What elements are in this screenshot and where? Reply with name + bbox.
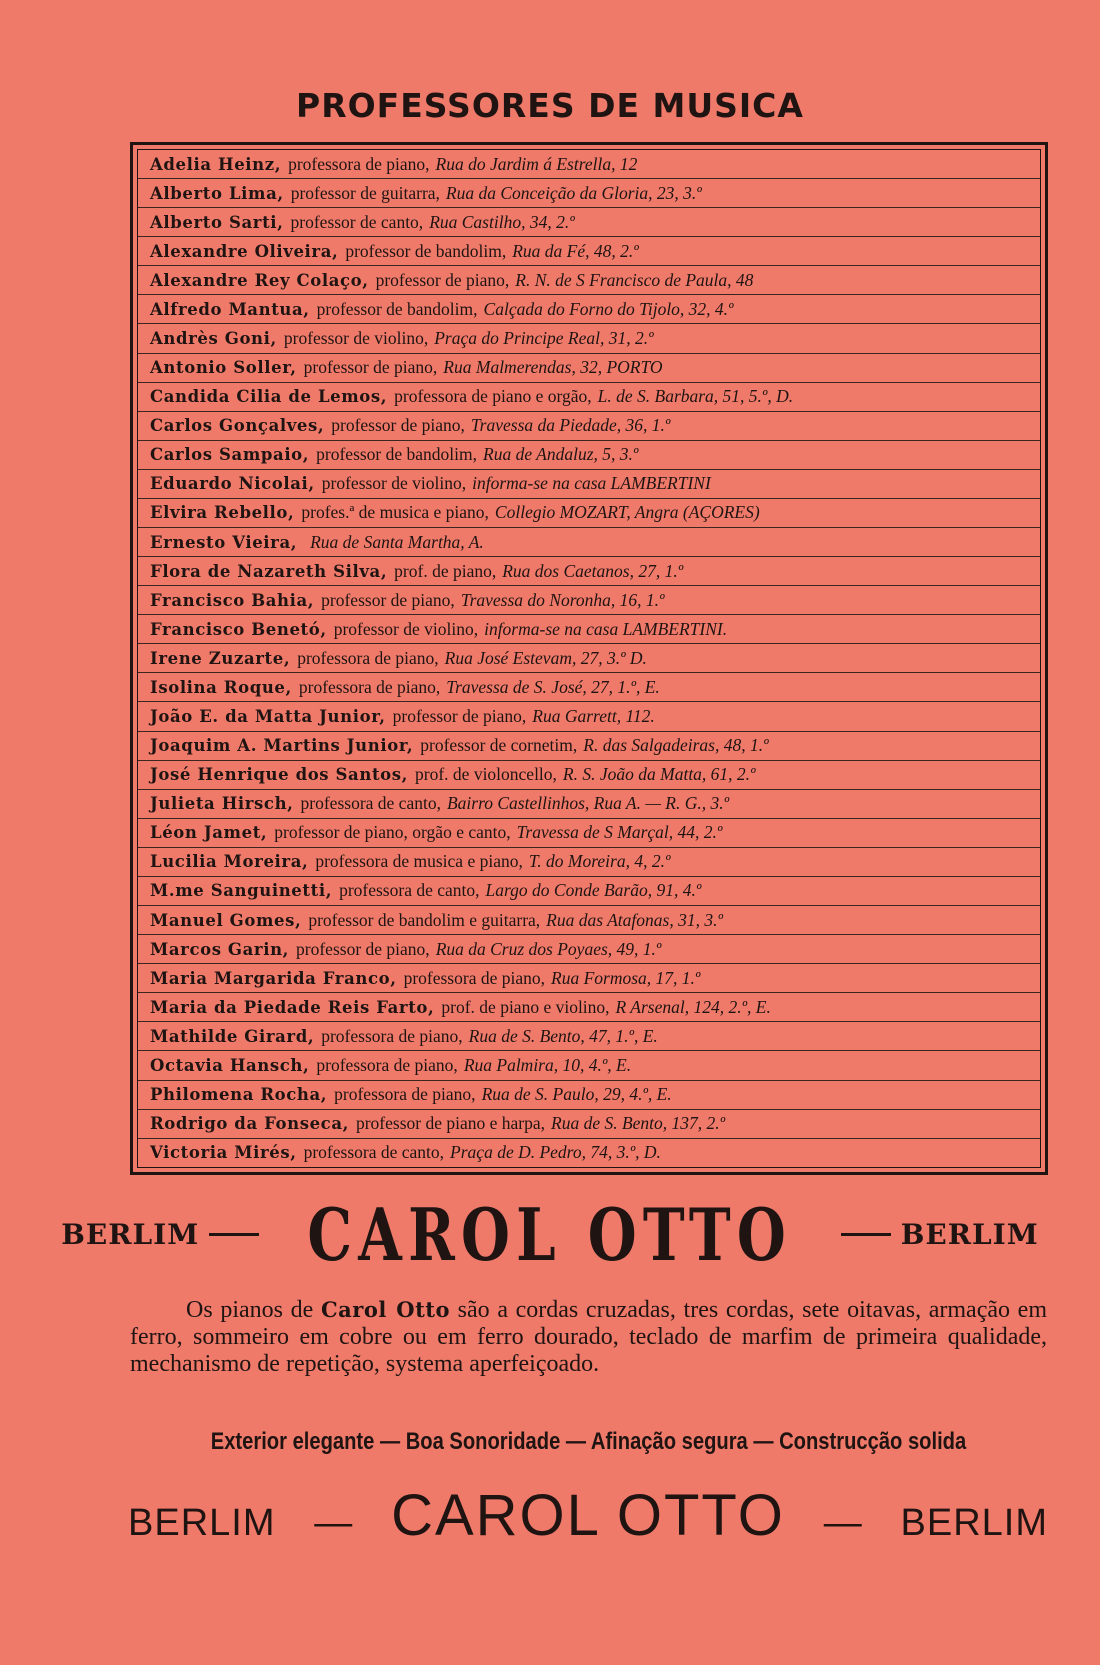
teacher-address: Praça do Principe Real, 31, 2.º: [434, 328, 654, 348]
ad-description: [130, 1296, 1047, 1378]
brand-name: CAROL OTTO: [307, 1192, 793, 1277]
teacher-role: professor de piano,: [303, 357, 438, 378]
teacher-address: Rua de S. Paulo, 29, 4.º, E.: [481, 1084, 672, 1105]
teacher-name: M.me Sanguinetti,: [150, 881, 333, 901]
footer-brand: [128, 1482, 1048, 1549]
list-item: [138, 179, 1040, 208]
list-item: [138, 208, 1040, 237]
teacher-name: Mathilde Girard,: [150, 1026, 315, 1046]
teacher-role: professor de violino,: [283, 328, 429, 348]
teacher-role: professora de canto,: [339, 880, 480, 901]
teacher-address: Bairro Castellinhos, Rua A. — R. G., 3.º: [446, 793, 730, 814]
teacher-name: Julieta Hirsch,: [150, 794, 294, 814]
teacher-role: professor de piano,: [331, 415, 465, 436]
teacher-name: Francisco Bahia,: [150, 590, 315, 610]
teacher-name: Alberto Lima,: [150, 183, 284, 203]
teacher-name: Alberto Sarti,: [150, 212, 284, 232]
list-item: [138, 644, 1040, 673]
teacher-address: R. N. de S Francisco de Paula, 48: [515, 269, 754, 290]
teacher-address: Travessa de S. José, 27, 1.º, E.: [446, 676, 660, 697]
list-item: [138, 1139, 1040, 1167]
list-item: [138, 935, 1040, 964]
list-item: [138, 528, 1040, 557]
teacher-address: Rua de Andaluz, 5, 3.º: [483, 444, 639, 465]
teacher-role: professor de piano,: [392, 706, 527, 727]
teacher-role: profes.ª de musica e piano,: [301, 502, 489, 523]
list-item: [138, 790, 1040, 819]
teacher-name: Flora de Nazareth Silva,: [150, 561, 388, 581]
teacher-name: Elvira Rebello,: [150, 503, 295, 523]
teacher-address: Travessa do Noronha, 16, 1.º: [460, 589, 665, 610]
teacher-name: Antonio Soller,: [150, 358, 297, 378]
teacher-name: Octavia Hansch,: [150, 1055, 310, 1075]
teacher-role: professora de canto,: [303, 1142, 445, 1163]
teacher-address: Rua Castilho, 34, 2.º: [429, 211, 575, 232]
teacher-address: Rua Formosa, 17, 1.º: [551, 967, 701, 988]
dash-divider: [841, 1233, 891, 1236]
teacher-role: professora de piano,: [321, 1025, 463, 1046]
teacher-role: professor de bandolim e guitarra,: [308, 909, 541, 930]
list-item: [138, 993, 1040, 1022]
footer-dash: —: [314, 1502, 353, 1544]
teacher-address: informa-se na casa LAMBERTINI.: [484, 618, 728, 639]
teacher-name: Maria Margarida Franco,: [150, 968, 397, 988]
footer-city-left: BERLIM: [128, 1502, 276, 1544]
list-item: [138, 266, 1040, 295]
teacher-name: José Henrique dos Santos,: [150, 765, 409, 785]
teacher-role: professor de bandolim,: [316, 444, 478, 465]
teacher-role: professor de piano,: [321, 589, 455, 610]
teacher-name: Andrès Goni,: [150, 329, 277, 348]
teacher-role: professor de piano, orgão e canto,: [274, 822, 511, 843]
teacher-role: professor de bandolim,: [345, 240, 507, 261]
teacher-directory: [130, 142, 1048, 1175]
teacher-role: professor de violino,: [321, 473, 467, 494]
ad-slogan: Exterior elegante — Boa Sonoridade — Afinação segura — Construcção solida: [210, 1428, 967, 1455]
teacher-name: Léon Jamet,: [150, 823, 268, 843]
list-item: [138, 150, 1040, 179]
brand-city-left: BERLIM: [61, 1218, 200, 1251]
teacher-name: Lucilia Moreira,: [150, 852, 309, 872]
teacher-role: professora de piano,: [334, 1084, 476, 1105]
teacher-name: Alexandre Rey Colaço,: [150, 270, 369, 290]
teacher-address: Rua do Jardim á Estrella, 12: [435, 153, 638, 174]
list-item: [138, 324, 1040, 353]
teacher-role: professora de piano,: [298, 676, 441, 697]
teacher-role: professor de piano,: [375, 269, 510, 290]
teacher-role: professor de canto,: [290, 211, 424, 232]
teacher-address: Rua de S. Bento, 137, 2.º: [551, 1113, 726, 1134]
footer-dash: —: [823, 1502, 862, 1544]
teacher-name: Maria da Piedade Reis Farto,: [150, 997, 435, 1017]
teacher-role: professor de bandolim,: [316, 298, 478, 319]
teacher-address: R Arsenal, 124, 2.º, E.: [615, 996, 771, 1017]
teacher-role: professora de canto,: [300, 793, 441, 814]
list-item: [138, 557, 1040, 586]
teacher-address: Rua da Cruz dos Poyaes, 49, 1.º: [435, 938, 662, 959]
list-item: [138, 354, 1040, 383]
teacher-address: Rua dos Caetanos, 27, 1.º: [502, 560, 684, 581]
teacher-role: prof. de piano e violino,: [441, 996, 610, 1017]
teacher-address: Rua da Fé, 48, 2.º: [512, 240, 639, 261]
teacher-name: Philomena Rocha,: [150, 1085, 328, 1105]
teacher-role: professora de piano,: [288, 153, 430, 174]
teacher-address: Praça de D. Pedro, 74, 3.º, D.: [450, 1142, 661, 1163]
footer-city-right: BERLIM: [900, 1502, 1048, 1544]
teacher-role: professor de piano,: [296, 938, 430, 959]
teacher-name: Irene Zuzarte,: [150, 648, 291, 668]
teacher-name: Eduardo Nicolai,: [150, 474, 315, 494]
teacher-address: Rua José Estevam, 27, 3.º D.: [444, 647, 647, 668]
teacher-address: Rua da Conceição da Gloria, 23, 3.º: [445, 182, 702, 203]
teacher-address: Rua Garrett, 112.: [532, 706, 655, 727]
footer-brand-name: CAROL OTTO: [391, 1483, 785, 1548]
teacher-role: prof. de violoncello,: [415, 764, 557, 785]
list-item: [138, 1022, 1040, 1051]
teacher-address: Rua de Santa Martha, A.: [310, 531, 484, 552]
list-item: [138, 441, 1040, 470]
list-item: [138, 1051, 1040, 1080]
brand-header: [0, 1192, 1100, 1277]
list-item: [138, 237, 1040, 266]
list-item: [138, 412, 1040, 441]
teacher-address: Calçada do Forno do Tijolo, 32, 4.º: [483, 298, 734, 319]
teacher-role: professor de violino,: [333, 618, 479, 639]
teacher-address: Collegio MOZART, Angra (AÇORES): [494, 502, 760, 523]
teacher-name: Marcos Garin,: [150, 939, 290, 959]
list-item: [138, 877, 1040, 906]
teacher-address: Rua de S. Bento, 47, 1.º, E.: [468, 1025, 658, 1046]
teacher-address: L. de S. Barbara, 51, 5.º, D.: [597, 386, 794, 407]
list-item: [138, 586, 1040, 615]
teacher-address: Rua Palmira, 10, 4.º, E.: [463, 1054, 632, 1075]
teacher-name: Candida Cilia de Lemos,: [150, 387, 388, 407]
teacher-role: professor de cornetim,: [420, 735, 578, 756]
teacher-address: Largo do Conde Barão, 91, 4.º: [485, 880, 702, 901]
teacher-role: professora de piano,: [403, 967, 545, 988]
teacher-address: Travessa de S Marçal, 44, 2.º: [516, 822, 723, 843]
teacher-role: prof. de piano,: [394, 560, 497, 581]
teacher-name: Carlos Gonçalves,: [150, 416, 325, 436]
list-item: [138, 295, 1040, 324]
list-item: [138, 1110, 1040, 1139]
list-item: [138, 964, 1040, 993]
teacher-name: Ernesto Vieira,: [150, 532, 298, 552]
ad-text-start: Os pianos de: [186, 1297, 321, 1323]
teacher-address: T. do Moreira, 4, 2.º: [528, 851, 671, 872]
list-item: [138, 819, 1040, 848]
teacher-address: R. S. João da Matta, 61, 2.º: [562, 764, 756, 785]
teacher-address: informa-se na casa LAMBERTINI: [472, 473, 711, 494]
ad-brand-inline: Carol Otto: [320, 1297, 451, 1322]
teacher-name: Alfredo Mantua,: [150, 299, 310, 319]
teacher-name: Alexandre Oliveira,: [150, 241, 339, 261]
teacher-address: R. das Salgadeiras, 48, 1.º: [583, 735, 769, 756]
teacher-name: João E. da Matta Junior,: [150, 707, 386, 727]
ad-text-rest: são a cordas cruzadas, tres cordas, sete oitavas, armação em ferro, sommeiro em cobre ou em ferro dourado, teclado de marfim de primeira qualidade, mechanismo de repetição, systema aperfeiçoado.: [130, 1297, 1047, 1377]
teacher-address: Travessa da Piedade, 36, 1.º: [470, 415, 671, 436]
list-item: [138, 1081, 1040, 1110]
teacher-name: Isolina Roque,: [150, 677, 292, 697]
list-item: [138, 732, 1040, 761]
list-item: [138, 383, 1040, 412]
brand-city-right: BERLIM: [900, 1218, 1039, 1251]
list-item: [138, 761, 1040, 790]
list-item: [138, 673, 1040, 702]
teacher-name: Victoria Mirés,: [150, 1143, 297, 1163]
teacher-name: Joaquim A. Martins Junior,: [150, 736, 414, 756]
list-item: [138, 470, 1040, 499]
dash-divider: [209, 1233, 259, 1236]
teacher-role: professora de piano,: [297, 647, 439, 668]
teacher-address: Rua das Atafonas, 31, 3.º: [546, 909, 723, 930]
teacher-name: Adelia Heinz,: [150, 154, 282, 174]
list-item: [138, 848, 1040, 877]
list-item: [138, 615, 1040, 644]
list-item: [138, 499, 1040, 528]
teacher-role: professor de piano e harpa,: [355, 1113, 545, 1134]
teacher-role: professora de piano,: [316, 1054, 458, 1075]
teacher-name: Carlos Sampaio,: [150, 445, 310, 465]
teacher-role: professora de piano e orgão,: [394, 386, 592, 407]
page-title: PROFESSORES DE MUSICA: [296, 86, 804, 125]
teacher-name: Manuel Gomes,: [150, 910, 302, 930]
list-item: [138, 906, 1040, 935]
teacher-role: professor de guitarra,: [290, 182, 440, 203]
list-item: [138, 702, 1040, 731]
teacher-address: Rua Malmerendas, 32, PORTO: [443, 357, 663, 378]
teacher-list: [137, 149, 1041, 1168]
teacher-name: Rodrigo da Fonseca,: [150, 1114, 349, 1134]
teacher-role: professora de musica e piano,: [315, 851, 523, 872]
teacher-name: Francisco Benetó,: [150, 619, 327, 639]
